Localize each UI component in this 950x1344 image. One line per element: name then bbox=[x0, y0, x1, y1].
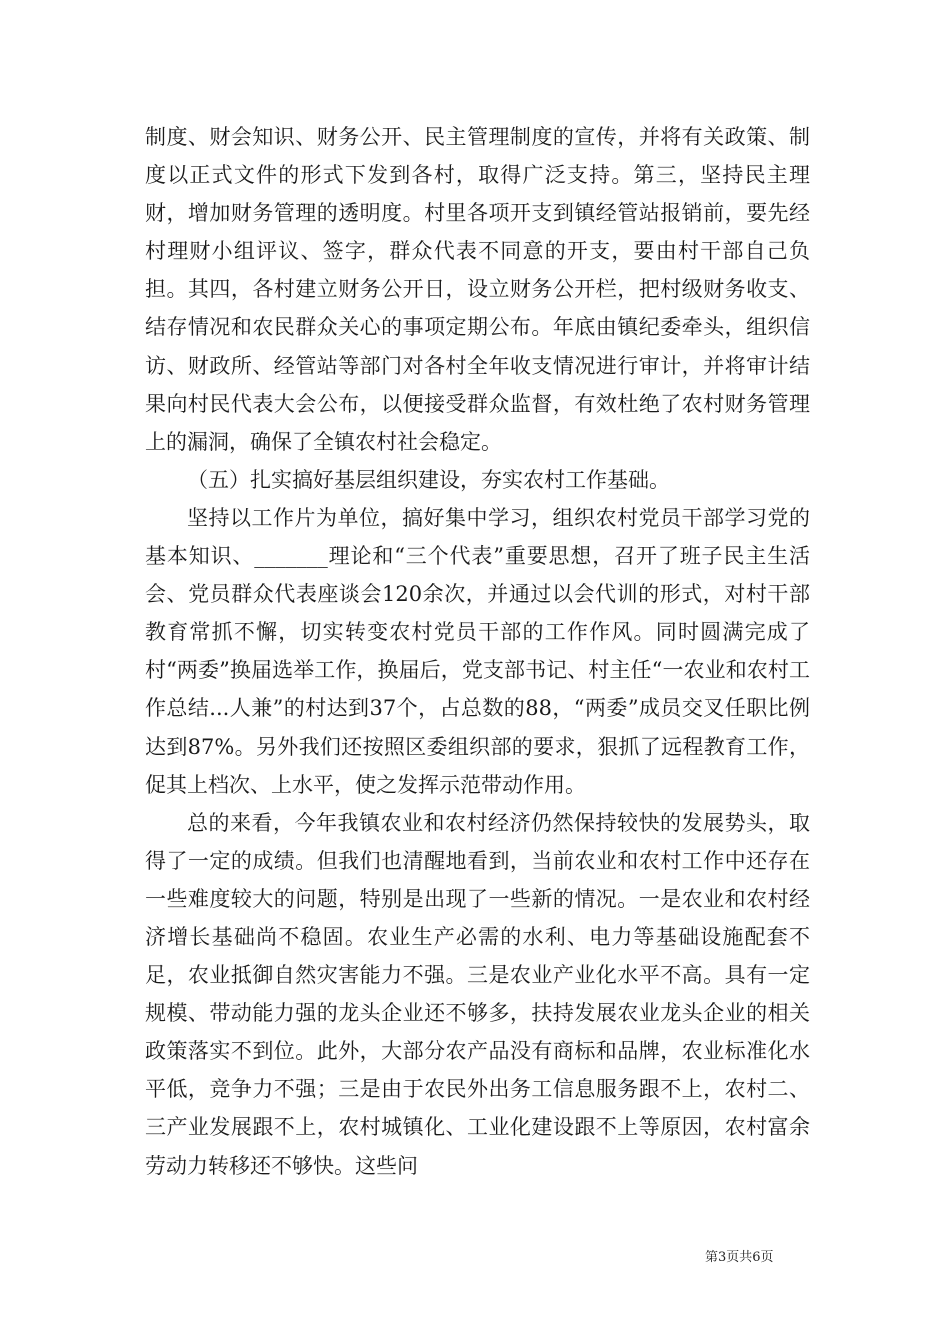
paragraph-financial-management: 制度、财会知识、财务公开、民主管理制度的宣传，并将有关政策、制度以正式文件的形式下发到各村，取得广泛支持。第三，坚持民主理财，增加财务管理的透明度。村里各项开支到镇经管站报销前，要先经村理财小组评议、签字，群众代表不同意的开支，要由村干部自己负担。其四，各村建立财务公开日，设立财务公开栏，把村级财务收支、结存情况和农民群众关心的事项定期公布。年底由镇纪委牵头，组织信访、财政所、经管站等部门对各村全年收支情况进行审计，并将审计结果向村民代表大会公布，以便接受群众监督，有效杜绝了农村财务管理上的漏洞，确保了全镇农村社会稳定。 bbox=[145, 125, 810, 454]
section-heading-grassroots: （五）扎实搞好基层组织建设，夯实农村工作基础。 bbox=[187, 467, 670, 492]
document-body bbox=[145, 118, 810, 1185]
page-number: 第3页共6页 bbox=[705, 1250, 774, 1265]
paragraph-summary-problems: 总的来看，今年我镇农业和农村经济仍然保持较快的发展势头，取得了一定的成绩。但我们也清醒地看到，当前农业和农村工作中还存在一些难度较大的问题，特别是出现了一些新的情况。一是农业和农村经济增长基础尚不稳固。农业生产必需的水利、电力等基础设施配套不足，农业抵御自然灾害能力不强。三是农业产业化水平不高。具有一定规模、带动能力强的龙头企业还不够多，扶持发展农业龙头企业的相关政策落实不到位。此外，大部分农产品没有商标和品牌，农业标准化水平低，竞争力不强；三是由于农民外出务工信息服务跟不上，农村二、三产业发展跟不上，农村城镇化、工业化建设跟不上等原因，农村富余劳动力转移还不够快。这些问 bbox=[145, 810, 810, 1178]
paragraph-party-building: 坚持以工作片为单位，搞好集中学习，组织农村党员干部学习党的基本知识、_______理论和“三个代表”重要思想，召开了班子民主生活会、党员群众代表座谈会120余次，并通过以会代训的形式，对村干部教育常抓不懈，切实转变农村党员干部的工作作风。同时圆满完成了村“两委”换届选举工作，换届后，党支部书记、村主任“一农业和农村工作总结...人兼”的村达到37个，占总数的88，“两委”成员交叉任职比例达到87%。另外我们还按照区委组织部的要求，狠抓了远程教育工作，促其上档次、上水平，使之发挥示范带动作用。 bbox=[145, 505, 810, 797]
